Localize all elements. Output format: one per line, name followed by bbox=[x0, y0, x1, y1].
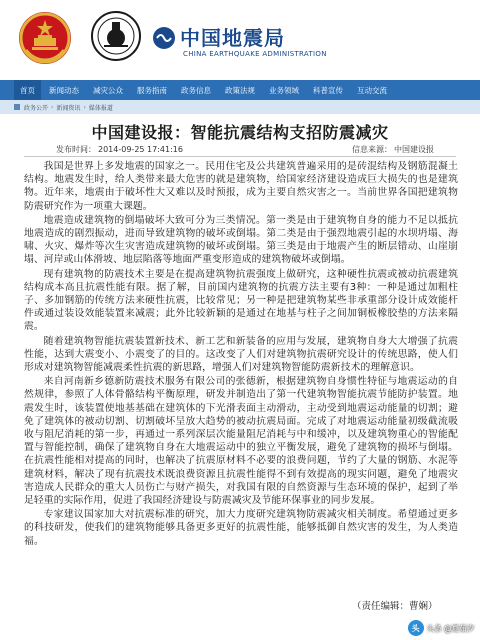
nav-item-science[interactable]: 科普宣传 bbox=[313, 85, 343, 95]
publish-info bbox=[56, 144, 185, 155]
toutiao-logo-icon: 头 bbox=[408, 620, 424, 636]
source-name: 中国建设报 bbox=[394, 145, 434, 154]
site-name[interactable]: 中国地震局 bbox=[180, 26, 285, 50]
source-info bbox=[352, 144, 436, 155]
nav-item-gov-info[interactable]: 政务信息 bbox=[181, 85, 211, 95]
publish-label: 发布时间： bbox=[56, 145, 96, 154]
site-name-en: CHINA EARTHQUAKE ADMINISTRATION bbox=[183, 50, 327, 58]
article-paragraph: 地震造成建筑物的倒塌破坏大致可分为三类情况。第一类是由于建筑物自身的能力不足以抵抗地震造成的剧烈振动，进而导致建筑物的破坏或倒塌。第二类是由于强烈地震引起的水坝坍塌、海啸、火灾、爆炸等次生灾害造成建筑物的破坏或倒塌。第三类是由于地震产生的断层错动、山崖崩塌、河岸或山体滑坡、地层陷落等地面严重变形造成的建筑物破坏或倒塌。 bbox=[24, 214, 458, 266]
article-meta bbox=[56, 144, 436, 155]
breadcrumb-separator: › bbox=[51, 103, 54, 111]
article-title: 中国建设报：智能抗震结构支招防震减灾 bbox=[91, 123, 389, 142]
article-paragraph: 我国是世界上多发地震的国家之一。民用住宅及公共建筑普遍采用的是砖混结构及钢筋混凝土结构。地震发生时，给人类带来最大危害的就是建筑物，给国家经济建设造成巨大损失的也是建筑物。近年来，地震由于破坏性大又难以及时预报，成为主要自然灾害之一。当前世界各国把建筑物防震研究作为一项重大课题。 bbox=[24, 161, 458, 212]
breadcrumb-item[interactable]: 政务公开 bbox=[24, 104, 49, 112]
nav-item-service[interactable]: 服务指南 bbox=[137, 85, 167, 95]
breadcrumb-separator: › bbox=[83, 103, 86, 111]
nav-item-public[interactable]: 减灾公众 bbox=[93, 85, 123, 95]
source-label: 信息来源： bbox=[352, 145, 392, 154]
responsible-editor: （责任编辑：曹娴） bbox=[352, 601, 438, 612]
nav-item-interact[interactable]: 互动交流 bbox=[357, 85, 387, 95]
article-paragraph: 专家建议国家加大对抗震标准的研究，加大力度研究建筑物防震减灾相关制度。希望通过更多的科技研发，使我们的建筑物能够具备更多更好的抗震性能，能够抵御自然灾害的发生，为人类造福。 bbox=[24, 509, 458, 547]
breadcrumb-item[interactable]: 新闻资讯 bbox=[56, 104, 81, 112]
nav-item-policy[interactable]: 政策法规 bbox=[225, 85, 255, 95]
site-header bbox=[0, 0, 480, 78]
title-divider bbox=[24, 156, 456, 157]
breadcrumb bbox=[0, 100, 480, 114]
main-nav bbox=[0, 80, 480, 100]
breadcrumb-item[interactable]: 媒体报道 bbox=[88, 104, 113, 112]
nav-item-business[interactable]: 业务领域 bbox=[269, 85, 299, 95]
watermark bbox=[392, 617, 480, 639]
cea-seal-icon bbox=[90, 10, 142, 62]
nav-item-news[interactable]: 新闻动态 bbox=[49, 85, 79, 95]
national-emblem-icon bbox=[14, 10, 76, 66]
article-body bbox=[24, 160, 458, 549]
cea-logo-icon bbox=[152, 26, 176, 50]
watermark-text: 头条 @夏茹汐 bbox=[426, 623, 474, 633]
nav-item-home[interactable]: 首页 bbox=[14, 80, 41, 101]
article-paragraph: 随着建筑物智能抗震装置新技术、新工艺和新装备的应用与发展，建筑物自身大大增强了抗震性能，达到大震变小、小震变了的目的。这改变了人们对建筑物抗震研究设计的传统思路，使人们形成对建筑物智能减震柔性抗震的新思路，增强人们对建筑物智能防震新技术的理解意识。 bbox=[24, 335, 458, 374]
article-paragraph: 来自河南新乡德新防震技术服务有限公司的张德新，根据建筑物自身惯性特征与地震运动的自然规律，参照了人体骨骼结构平衡原理，研发并制造出了第一代建筑物智能抗震节能防护装置。地震发生时，该装置使地基基础在建筑体的下光滑表面主动滑动，主动受到地震运动能量的切割；避免了建筑体的被动切割、切割破坏呈放大趋势的被动抗震局面。完成了对地震运动能量初级截流吸收与阻尼消耗的第一步，再通过一系列深层次能量阻尼消耗与中和缓冲，以及建筑物重心的智能配置与智能控制，确保了建筑物自身在大地震运动中的独立平衡发展，避免了建筑物的损坏与倒塌。在抗震性能相对提高的同时，也解决了抗震原材料不必要的浪费问题，节约了大量的钢筋、水泥等建筑材料，解决了现有抗震技术既浪费资源且抗震性能得不到有效提高的现实问题，避免了地震灾害造成人民群众的重大人员伤亡与财产损失，对我国有限的自然资源与生态环境的保护，起到了举足轻重的实际作用，促进了我国经济建设与防震减灾及节能环保事业的同步发展。 bbox=[24, 376, 458, 507]
publish-time: 2014-09-25 17:41:16 bbox=[98, 145, 183, 154]
location-icon bbox=[14, 104, 20, 110]
article-paragraph: 现有建筑物的防震技术主要是在提高建筑物抗震强度上做研究，这种硬性抗震或被动抗震建筑结构成本高且抗震性能有限。据了解，目前国内建筑物的抗震方法主要有3种：一种是通过加粗柱子、多加钢筋的传统方法来硬性抗震，比较常见；另一种是把建筑物某些非承重部分设计成效能杆件或通过装设效能装置来减震；此外比较新颖的是通过在地基与柱子之间加铜板橡胶垫的方法来隔震。 bbox=[24, 268, 458, 333]
